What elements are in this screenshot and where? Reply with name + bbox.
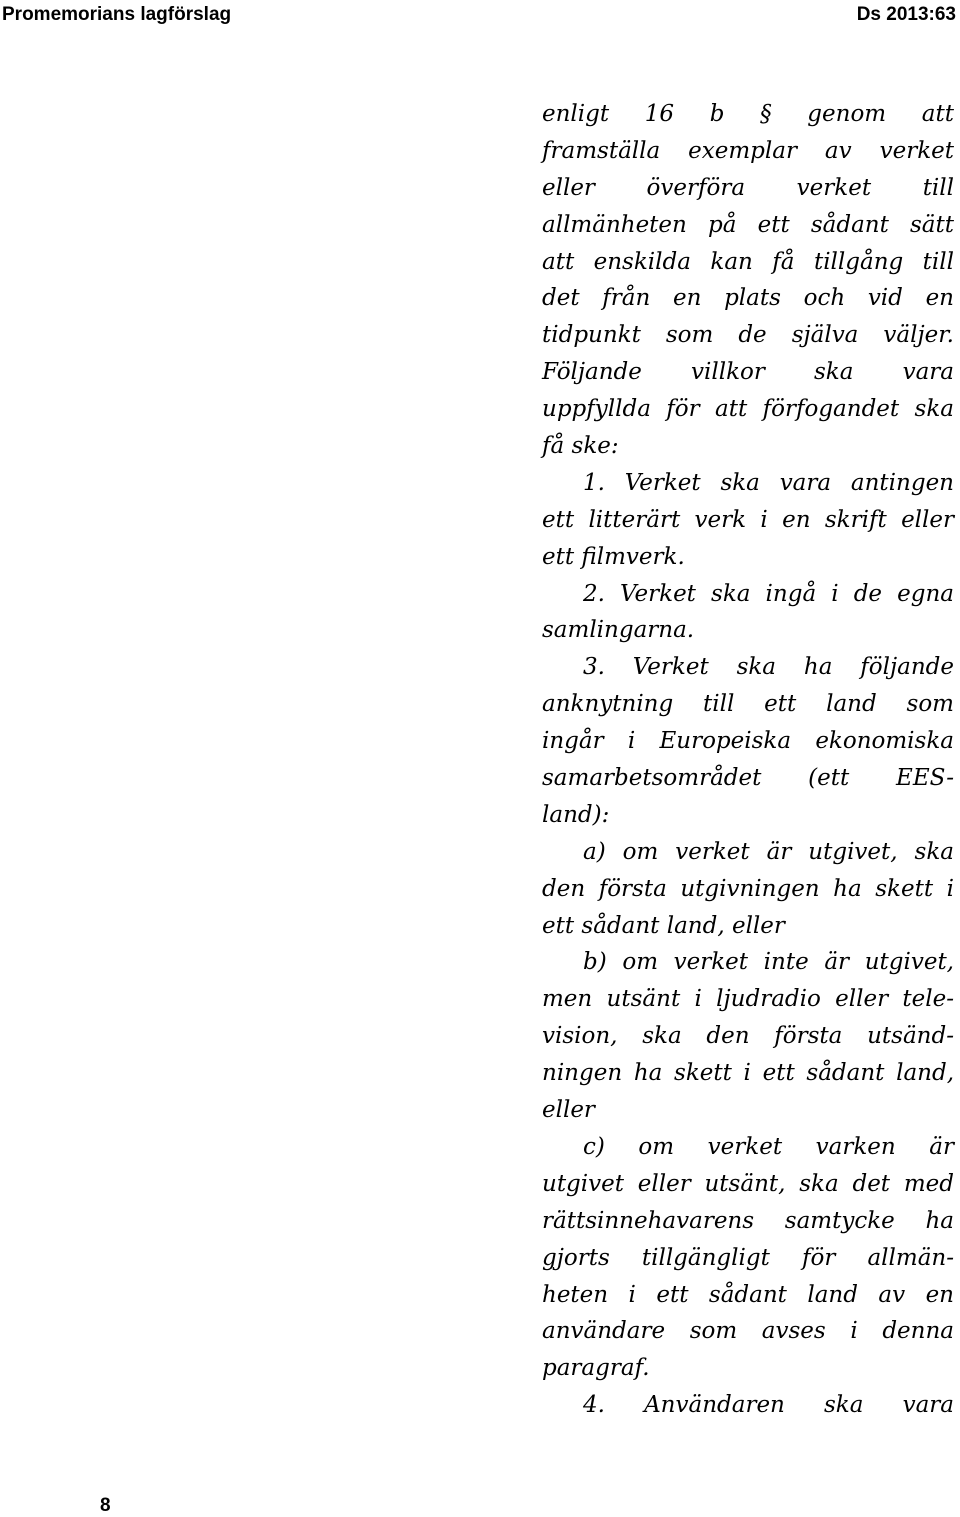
text-line: ningen ha skett i ett sådant land, [542,1060,954,1087]
text-line: få ske: [542,433,619,460]
text-line: ett filmverk. [542,543,685,570]
list-item-3: 3. Verket ska ha följande [583,654,954,681]
text-line: gjorts tillgängligt för allmän- [542,1244,954,1271]
text-line: rättsinnehavarens samtycke ha [542,1207,954,1234]
text-line: framställa exemplar av verket [542,137,954,164]
text-line: samlingarna. [542,617,695,644]
text-line: den första utgivningen ha skett i [542,875,954,902]
running-header [0,0,960,30]
text-line: ett sådant land, eller [542,912,785,939]
text-line: användare som avses i denna [542,1318,954,1345]
header-document-id: Ds 2013:63 [856,4,956,25]
text-line: anknytning till ett land som [542,691,954,718]
text-line: allmänheten på ett sådant sätt [542,211,954,238]
sub-item-c: c) om verket varken är [583,1133,954,1160]
text-line: ett litterärt verk i en skrift eller [542,506,954,533]
list-item-4: 4. Användaren ska vara [583,1392,954,1419]
sub-item-a: a) om verket är utgivet, ska [583,838,954,865]
text-line: land): [542,801,610,828]
body-text-column [542,96,954,1424]
text-line: det från en plats och vid en [542,285,954,312]
list-item-2: 2. Verket ska ingå i de egna [583,580,954,607]
text-line: enligt 16 b § genom att [542,101,954,127]
text-line: vision, ska den första utsänd- [542,1023,954,1050]
text-line: samarbetsområdet (ett EES- [542,765,954,792]
header-title: Promemorians lagförslag [2,4,232,25]
text-line: tidpunkt som de själva väljer. [542,322,954,349]
text-line: uppfyllda för att förfogandet ska [542,396,954,423]
text-line: ingår i Europeiska ekonomiska [542,728,954,755]
text-line: men utsänt i ljudradio eller tele- [542,986,954,1013]
text-line: heten i ett sådant land av en [542,1281,954,1308]
text-line: paragraf. [542,1355,650,1382]
text-line: Följande villkor ska vara [542,359,954,386]
text-line: eller [542,1097,595,1124]
text-line: eller överföra verket till [542,174,954,201]
sub-item-b: b) om verket inte är utgivet, [583,949,954,976]
text-line: att enskilda kan få tillgång till [542,248,954,275]
text-line: utgivet eller utsänt, ska det med [542,1170,954,1197]
list-item-1: 1. Verket ska vara antingen [583,469,954,496]
page-number: 8 [100,1495,111,1516]
